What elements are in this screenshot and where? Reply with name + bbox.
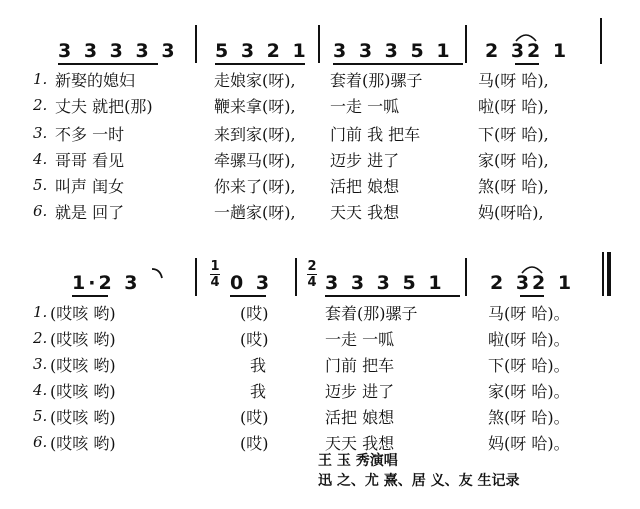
lyric-segment: 啦(呀 哈), xyxy=(478,97,549,116)
lyric-segment: 来到家(呀), xyxy=(214,125,296,144)
beam-underline xyxy=(520,295,544,297)
lyric-segment: 套着(那)骡子 xyxy=(325,304,418,323)
bar-line xyxy=(465,25,467,63)
beam-underline xyxy=(230,295,266,297)
beam-underline xyxy=(515,63,539,65)
note-group: 2 32 1 xyxy=(485,40,570,62)
performer-credit: 王 玉 秀演唱 xyxy=(318,453,398,469)
lyric-segment: (哎) xyxy=(240,434,269,453)
lyric-segment: 套着(那)骡子 xyxy=(330,71,423,90)
lyric-segment: 天天 我想 xyxy=(325,434,395,453)
verse-number: 2. xyxy=(33,96,48,114)
lyric-segment: (哎) xyxy=(240,304,269,323)
lyric-segment: (哎咳 哟) xyxy=(50,382,116,401)
lyric-segment: 走娘家(呀), xyxy=(214,71,296,90)
lyric-segment: 天天 我想 xyxy=(330,203,400,222)
final-bar-line xyxy=(607,252,611,296)
lyric-segment: 啦(呀 哈)。 xyxy=(488,330,570,349)
time-signature: 1 4 xyxy=(210,259,220,290)
lyric-segment: 马(呀 哈), xyxy=(478,71,549,90)
lyric-segment: 家(呀 哈)。 xyxy=(488,382,570,401)
lyric-segment: 迈步 进了 xyxy=(330,151,400,170)
beam-underline xyxy=(325,295,460,297)
lyric-segment: (哎咳 哟) xyxy=(50,304,116,323)
lyric-segment: (哎咳 哟) xyxy=(50,356,116,375)
lyric-segment: (哎) xyxy=(240,408,269,427)
bar-line xyxy=(602,252,604,296)
lyric-segment: 叫声 闺女 xyxy=(55,177,125,196)
beam-underline xyxy=(58,63,158,65)
lyric-segment: 煞(呀 哈)。 xyxy=(488,408,570,427)
lyric-segment: (哎咳 哟) xyxy=(50,408,116,427)
bar-line xyxy=(195,25,197,63)
verse-number: 4. xyxy=(33,150,48,168)
lyric-segment: 鞭来拿(呀), xyxy=(214,97,296,116)
breath-mark-icon xyxy=(150,266,166,280)
verse-number: 3. xyxy=(33,355,48,373)
lyric-segment: (哎) xyxy=(240,330,269,349)
note-group: 1·2 3 xyxy=(72,272,141,294)
beam-underline xyxy=(333,63,463,65)
lyric-segment: 下(呀 哈), xyxy=(478,125,549,144)
note-group: 3 3 3 3 3 xyxy=(58,40,178,62)
lyric-segment: 就是 回了 xyxy=(55,203,125,222)
verse-number: 1. xyxy=(33,70,48,88)
verse-number: 6. xyxy=(33,433,48,451)
bar-line xyxy=(295,258,297,296)
bar-line xyxy=(318,25,320,63)
lyric-segment: 一趟家(呀), xyxy=(214,203,296,222)
lyric-segment: 门前 我 把车 xyxy=(330,125,421,144)
time-signature: 2 4 xyxy=(307,259,317,290)
verse-number: 3. xyxy=(33,124,48,142)
lyric-segment: 下(呀 哈)。 xyxy=(488,356,570,375)
lyric-segment: 活把 娘想 xyxy=(325,408,395,427)
bar-line xyxy=(600,18,602,64)
lyric-segment: 一走 一呱 xyxy=(325,330,395,349)
lyric-segment: 活把 娘想 xyxy=(330,177,400,196)
lyric-segment: (哎咳 哟) xyxy=(50,330,116,349)
lyric-segment: 哥哥 看见 xyxy=(55,151,125,170)
lyric-segment: 我 xyxy=(250,382,267,401)
slur-icon xyxy=(514,30,538,42)
bar-line xyxy=(195,258,197,296)
lyric-segment: 丈夫 就把(那) xyxy=(55,97,153,116)
beam-underline xyxy=(72,295,108,297)
note-group: 2 32 1 xyxy=(490,272,575,294)
lyric-segment: 迈步 进了 xyxy=(325,382,395,401)
recorder-credit: 迅 之、尤 熹、居 义、友 生记录 xyxy=(318,473,520,489)
slur-icon xyxy=(520,262,544,274)
note-group: 3 3 3 5 1 xyxy=(325,272,445,294)
lyric-segment: (哎咳 哟) xyxy=(50,434,116,453)
lyric-segment: 煞(呀 哈), xyxy=(478,177,549,196)
beam-underline xyxy=(215,63,305,65)
lyric-segment: 妈(呀 哈)。 xyxy=(488,434,570,453)
verse-number: 5. xyxy=(33,176,48,194)
lyric-segment: 牵骡马(呀), xyxy=(214,151,296,170)
note-group: 0 3 xyxy=(230,272,273,294)
verse-number: 4. xyxy=(33,381,48,399)
verse-number: 6. xyxy=(33,202,48,220)
lyric-segment: 马(呀 哈)。 xyxy=(488,304,570,323)
verse-number: 5. xyxy=(33,407,48,425)
lyric-segment: 家(呀 哈), xyxy=(478,151,549,170)
lyric-segment: 新娶的媳妇 xyxy=(55,71,136,90)
bar-line xyxy=(465,258,467,296)
verse-number: 2. xyxy=(33,329,48,347)
note-group: 3 3 3 5 1 xyxy=(333,40,453,62)
lyric-segment: 我 xyxy=(250,356,267,375)
lyric-segment: 你来了(呀), xyxy=(214,177,296,196)
lyric-segment: 不多 一时 xyxy=(55,125,125,144)
note-group: 5 3 2 1 xyxy=(215,40,309,62)
lyric-segment: 门前 把车 xyxy=(325,356,395,375)
lyric-segment: 一走 一呱 xyxy=(330,97,400,116)
lyric-segment: 妈(呀哈), xyxy=(478,203,544,222)
verse-number: 1. xyxy=(33,303,48,321)
